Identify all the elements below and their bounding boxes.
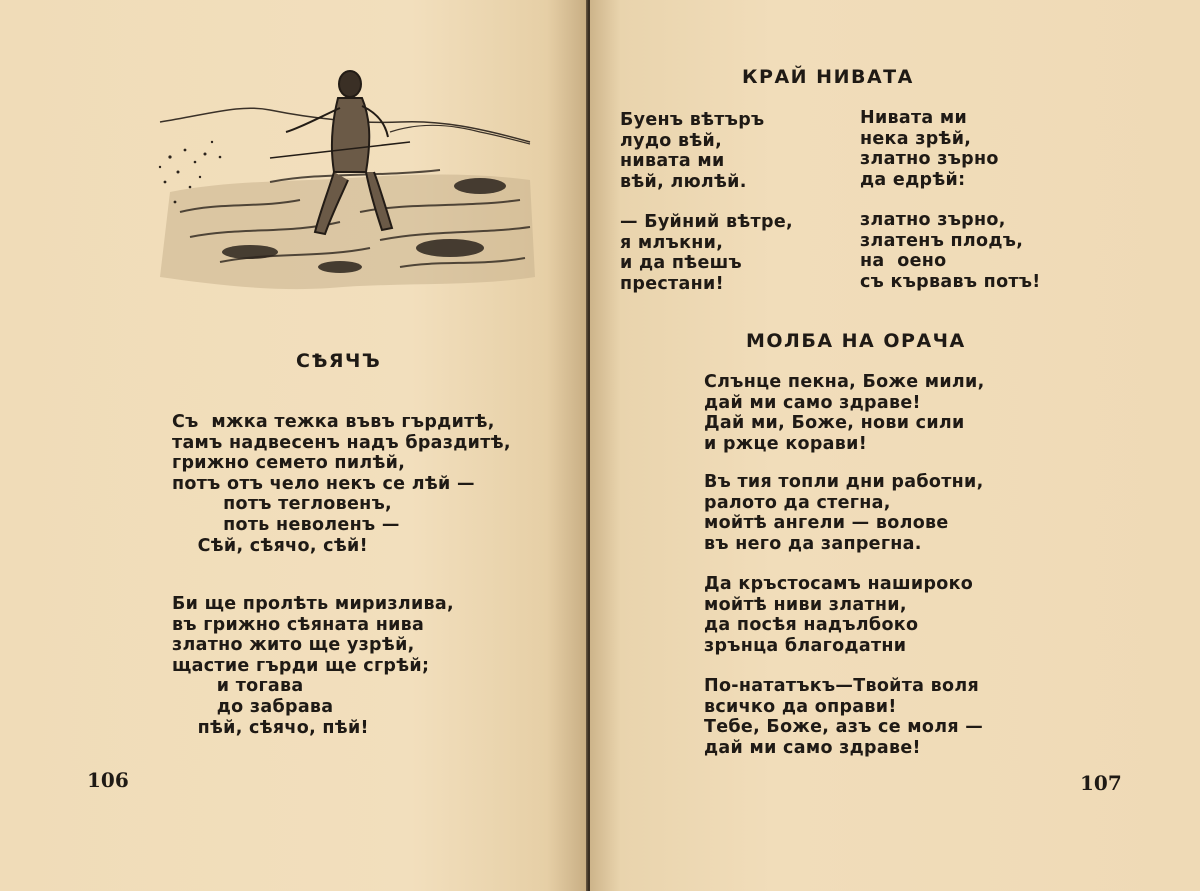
poem-stanza: [860, 108, 999, 190]
poem-line: престани!: [620, 273, 724, 294]
poem-line: вѣй, люлѣй.: [620, 171, 747, 192]
poem-line: поть неволенъ —: [172, 514, 400, 535]
poem-line: Слънце пекна, Боже мили,: [704, 372, 985, 392]
poem-line: Въ тия топли дни работни,: [704, 472, 984, 492]
poem-line: Нивата ми: [860, 108, 968, 128]
poem-line: По-нататъкъ—Твойта воля: [704, 676, 979, 696]
poem-line: мойтѣ ниви златни,: [704, 594, 907, 615]
poem-line: съ кървавъ потъ!: [860, 271, 1041, 292]
poem-line: въ грижно сѣяната нива: [172, 614, 425, 635]
poem-title: КРАЙ НИВАТА: [742, 66, 914, 88]
poem-line: нека зрѣй,: [860, 128, 972, 149]
poem-line: до забрава: [172, 696, 334, 717]
poem-line: дай ми само здраве!: [704, 737, 921, 758]
poem-line: да посѣя надълбоко: [704, 615, 919, 636]
poem-line: да едрѣй:: [860, 169, 966, 190]
poem-line: и тогава: [172, 676, 304, 697]
poem-line: всичко да оправи!: [704, 696, 897, 717]
poem-line: Би ще пролѣть миризлива,: [172, 594, 454, 614]
poem-line: лудо вѣй,: [620, 130, 723, 151]
poem-title: СѢЯЧЪ: [296, 350, 382, 372]
poem-stanza: [704, 676, 983, 758]
poem-line: дай ми само здраве!: [704, 392, 921, 413]
poem-line: Да кръстосамъ нашироко: [704, 574, 974, 594]
poem-line: я млъкни,: [620, 232, 724, 253]
poem-line: зрънца благодатни: [704, 635, 907, 656]
poem-line: Съ мжка тежка въвъ гърдитѣ,: [172, 412, 495, 432]
right-page: [590, 0, 1200, 891]
poem-line: мойтѣ ангели — волове: [704, 513, 949, 534]
poem-line: Сѣй, сѣячо, сѣй!: [172, 535, 368, 556]
poem-line: тамъ надвесенъ надъ браздитѣ,: [172, 432, 511, 453]
sower-icon: [150, 62, 540, 297]
poem-line: Буенъ вѣтъръ: [620, 110, 765, 130]
poem-stanza: [704, 472, 984, 554]
poem-stanza: [172, 412, 511, 556]
poem-line: пѣй, сѣячо, пѣй!: [172, 717, 369, 738]
poem-line: нивата ми: [620, 151, 725, 172]
poem-line: въ него да запрегна.: [704, 533, 922, 554]
poem-stanza: [860, 210, 1041, 292]
poem-stanza: [620, 110, 764, 192]
poem-stanza: [704, 372, 985, 454]
poem-line: златно зърно,: [860, 210, 1006, 230]
poem-line: ралото да стегна,: [704, 492, 891, 513]
poem-line: потъ отъ чело некъ се лѣй —: [172, 473, 475, 494]
page-number: 107: [1080, 771, 1122, 795]
poem-line: грижно семето пилѣй,: [172, 453, 406, 474]
left-page: [0, 0, 588, 891]
poem-line: златно зърно: [860, 149, 999, 170]
poem-line: на оено: [860, 251, 947, 272]
poem-line: Тебе, Боже, азъ се моля —: [704, 717, 984, 738]
poem-line: и да пѣешъ: [620, 253, 742, 274]
poem-line: и ржце корави!: [704, 433, 867, 454]
page-number: 106: [87, 768, 129, 792]
poem-title: МОЛБА НА ОРАЧА: [746, 330, 966, 352]
poem-stanza: [620, 212, 793, 294]
poem-stanza: [704, 574, 973, 656]
poem-line: потъ тегловенъ,: [172, 494, 392, 515]
poem-line: щастие гърди ще сгрѣй;: [172, 655, 430, 676]
poem-line: — Буйний вѣтре,: [620, 212, 793, 232]
poem-line: златенъ плодъ,: [860, 230, 1024, 251]
poem-line: Дай ми, Боже, нови сили: [704, 413, 965, 434]
poem-stanza: [172, 594, 454, 738]
poem-line: златно жито ще узрѣй,: [172, 635, 415, 656]
